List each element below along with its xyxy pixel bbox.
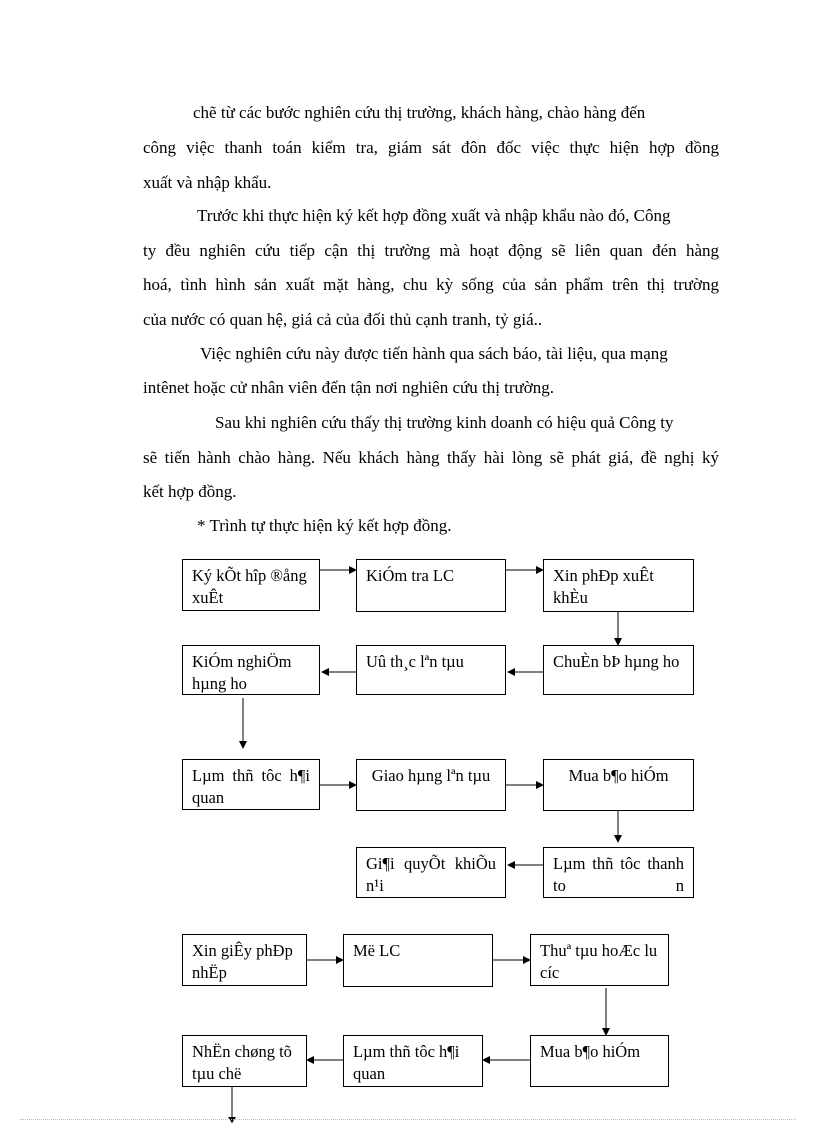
text-line: sẽ tiến hành chào hàng. Nếu khách hàng thấy hài lòng sẽ phát giá, đề nghị ký (143, 448, 719, 467)
text-line: intênet hoặc cử nhân viên đến tận nơi nghiên cứu thị trường. (143, 378, 555, 397)
text-line: chẽ từ các bước nghiên cứu thị trường, khách hàng, chào hàng đến (193, 103, 646, 122)
text-line: của nước có quan hệ, giá cả của đối thủ cạnh tranh, tỷ giá.. (143, 310, 543, 329)
box-export-permit: Xin phÐp xuÊt khÈu (543, 559, 694, 612)
box-check-lc: KiÓm tra LC (356, 559, 506, 612)
text-line: Việc nghiên cứu này được tiến hành qua sách báo, tài liệu, qua mạng (200, 344, 668, 363)
text-line: hoá, tình hình sản xuất mặt hàng, chu kỳ sống của sản phẩm trên thị trường (143, 275, 719, 294)
box-rent-ship: Uû th¸c lªn tµu (356, 645, 506, 695)
text-line: Sau khi nghiên cứu thấy thị trường kinh doanh có hiệu quả Công ty (215, 413, 674, 432)
text-line: ty đều nghiên cứu tiếp cận thị trường mà hoạt động sẽ liên quan đén hàng (143, 241, 719, 260)
box-customs-import: Lµm thñ tôc h¶i quan (343, 1035, 483, 1087)
section-heading: * Trình tự thực hiện ký kết hợp đồng. (197, 516, 452, 535)
box-open-lc: Më LC (343, 934, 493, 987)
box-prepare-goods: ChuÈn bÞ hµng ho (543, 645, 694, 695)
box-deliver-goods: Giao hµng lªn tµu (356, 759, 506, 811)
box-import-license: Xin giÊy phÐp nhËp (182, 934, 307, 986)
box-buy-insurance-import: Mua b¶o hiÓm (530, 1035, 669, 1087)
box-payment: Lµm thñ tôc thanh to n (543, 847, 694, 898)
box-customs-export: Lµm thñ tôc h¶i quan (182, 759, 320, 810)
text-line: kết hợp đồng. (143, 482, 237, 501)
box-complaints: Gi¶i quyÕt khiÕu n¹i (356, 847, 506, 898)
box-inspect-goods: KiÓm nghiÖm hµng ho (182, 645, 320, 695)
text-line: công việc thanh toán kiểm tra, giám sát đôn đốc việc thực hiện hợp đồng (143, 138, 719, 157)
box-charter-ship: Thuª tµu hoÆc lu cíc (530, 934, 669, 986)
text-line: xuất và nhập khẩu. (143, 173, 272, 192)
box-sign-contract: Ký kÕt hîp ®ång xuÊt (182, 559, 320, 611)
box-buy-insurance-export: Mua b¶o hiÓm (543, 759, 694, 811)
box-receive-docs: NhËn chøng tõ tµu chë (182, 1035, 307, 1087)
page-bottom-edge (20, 1119, 796, 1120)
text-line: Trước khi thực hiện ký kết hợp đồng xuất và nhập khẩu nào đó, Công (197, 206, 671, 225)
